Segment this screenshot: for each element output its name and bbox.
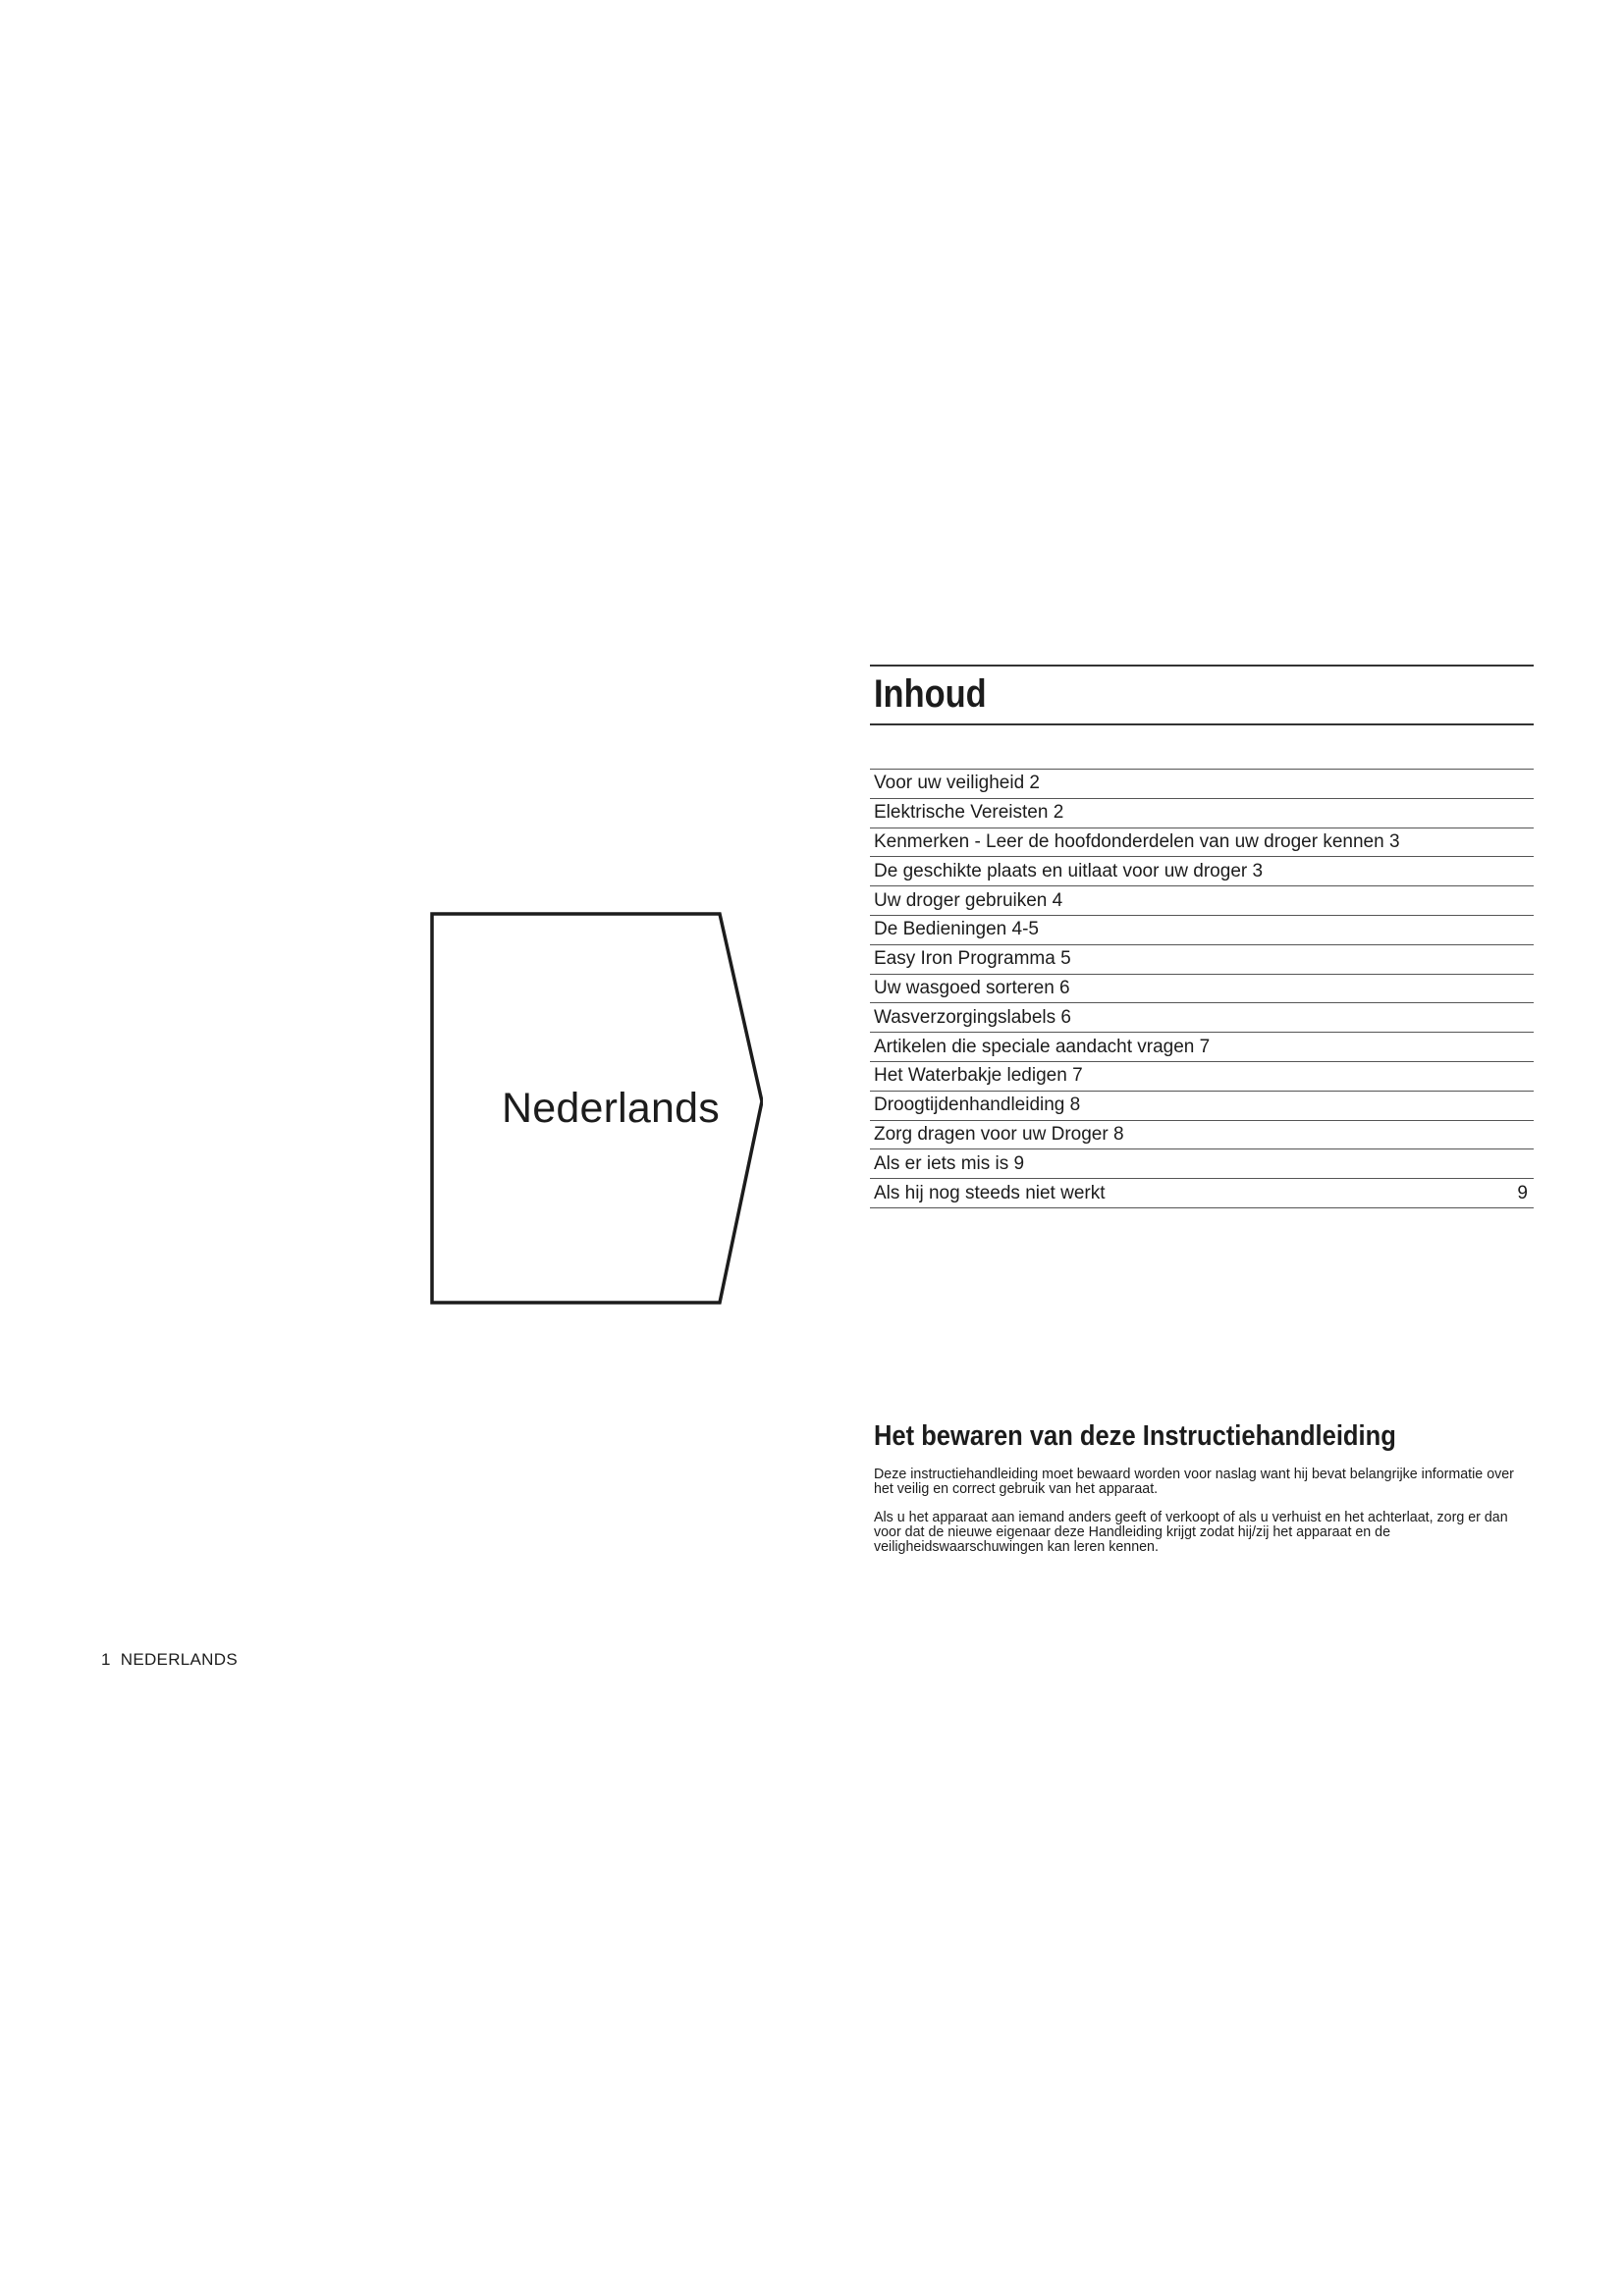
keep-instructions-section xyxy=(874,1419,1538,1568)
toc-item[interactable] xyxy=(870,1033,1534,1062)
language-tab xyxy=(429,911,763,1306)
toc-item-label: Het Waterbakje ledigen 7 xyxy=(874,1065,1083,1087)
toc-item-label: Easy Iron Programma 5 xyxy=(874,948,1071,970)
toc-item-label: Uw wasgoed sorteren 6 xyxy=(874,977,1070,998)
toc-item[interactable] xyxy=(870,1179,1534,1208)
toc-title: Inhoud xyxy=(874,672,987,716)
table-of-contents xyxy=(870,665,1534,1208)
toc-item[interactable] xyxy=(870,886,1534,916)
toc-item-label: De Bedieningen 4-5 xyxy=(874,919,1039,940)
toc-header xyxy=(870,665,1534,725)
toc-item-label: Voor uw veiligheid 2 xyxy=(874,773,1040,794)
toc-item[interactable] xyxy=(870,1121,1534,1150)
paragraph: Deze instructiehandleiding moet bewaard worden voor naslag want hij bevat belangrijke informatie over het veilig en correct gebruik van het apparaat. xyxy=(874,1466,1514,1497)
footer-section-label: NEDERLANDS xyxy=(120,1650,238,1669)
toc-item-label: Droogtijdenhandleiding 8 xyxy=(874,1095,1081,1116)
page-number: 1 xyxy=(101,1650,111,1669)
toc-item-label: Kenmerken - Leer de hoofdonderdelen van uw droger kennen 3 xyxy=(874,830,1400,852)
page-footer xyxy=(101,1650,238,1670)
toc-item[interactable] xyxy=(870,916,1534,945)
toc-item[interactable] xyxy=(870,770,1534,799)
toc-item[interactable] xyxy=(870,799,1534,828)
toc-item[interactable] xyxy=(870,1149,1534,1179)
toc-item[interactable] xyxy=(870,1062,1534,1092)
toc-item-label: De geschikte plaats en uitlaat voor uw droger 3 xyxy=(874,860,1264,881)
toc-item-label: Als hij nog steeds niet werkt xyxy=(874,1182,1106,1203)
language-tab-label: Nederlands xyxy=(502,1084,720,1132)
toc-item-label: Zorg dragen voor uw Droger 8 xyxy=(874,1123,1124,1145)
section-heading: Het bewaren van deze Instructiehandleiding xyxy=(874,1420,1396,1452)
toc-list xyxy=(870,769,1534,1208)
toc-item[interactable] xyxy=(870,1003,1534,1033)
toc-item-label: Artikelen die speciale aandacht vragen 7 xyxy=(874,1036,1211,1057)
toc-item[interactable] xyxy=(870,828,1534,858)
toc-item[interactable] xyxy=(870,945,1534,975)
toc-item[interactable] xyxy=(870,1092,1534,1121)
toc-item-page: 9 xyxy=(1517,1182,1528,1203)
toc-item[interactable] xyxy=(870,975,1534,1004)
toc-item-label: Elektrische Vereisten 2 xyxy=(874,802,1064,824)
toc-item[interactable] xyxy=(870,857,1534,886)
toc-item-label: Als er iets mis is 9 xyxy=(874,1152,1025,1174)
toc-item-label: Uw droger gebruiken 4 xyxy=(874,889,1063,911)
toc-item-label: Wasverzorgingslabels 6 xyxy=(874,1006,1071,1028)
paragraph: Als u het apparaat aan iemand anders geeft of verkoopt of als u verhuist en het achterlaat, zorg er dan voor dat de nieuwe eigenaar deze Handleiding krijgt zodat hij/zij het apparaat en de veiligheidswaarschuwingen kan leren kennen. xyxy=(874,1509,1508,1555)
